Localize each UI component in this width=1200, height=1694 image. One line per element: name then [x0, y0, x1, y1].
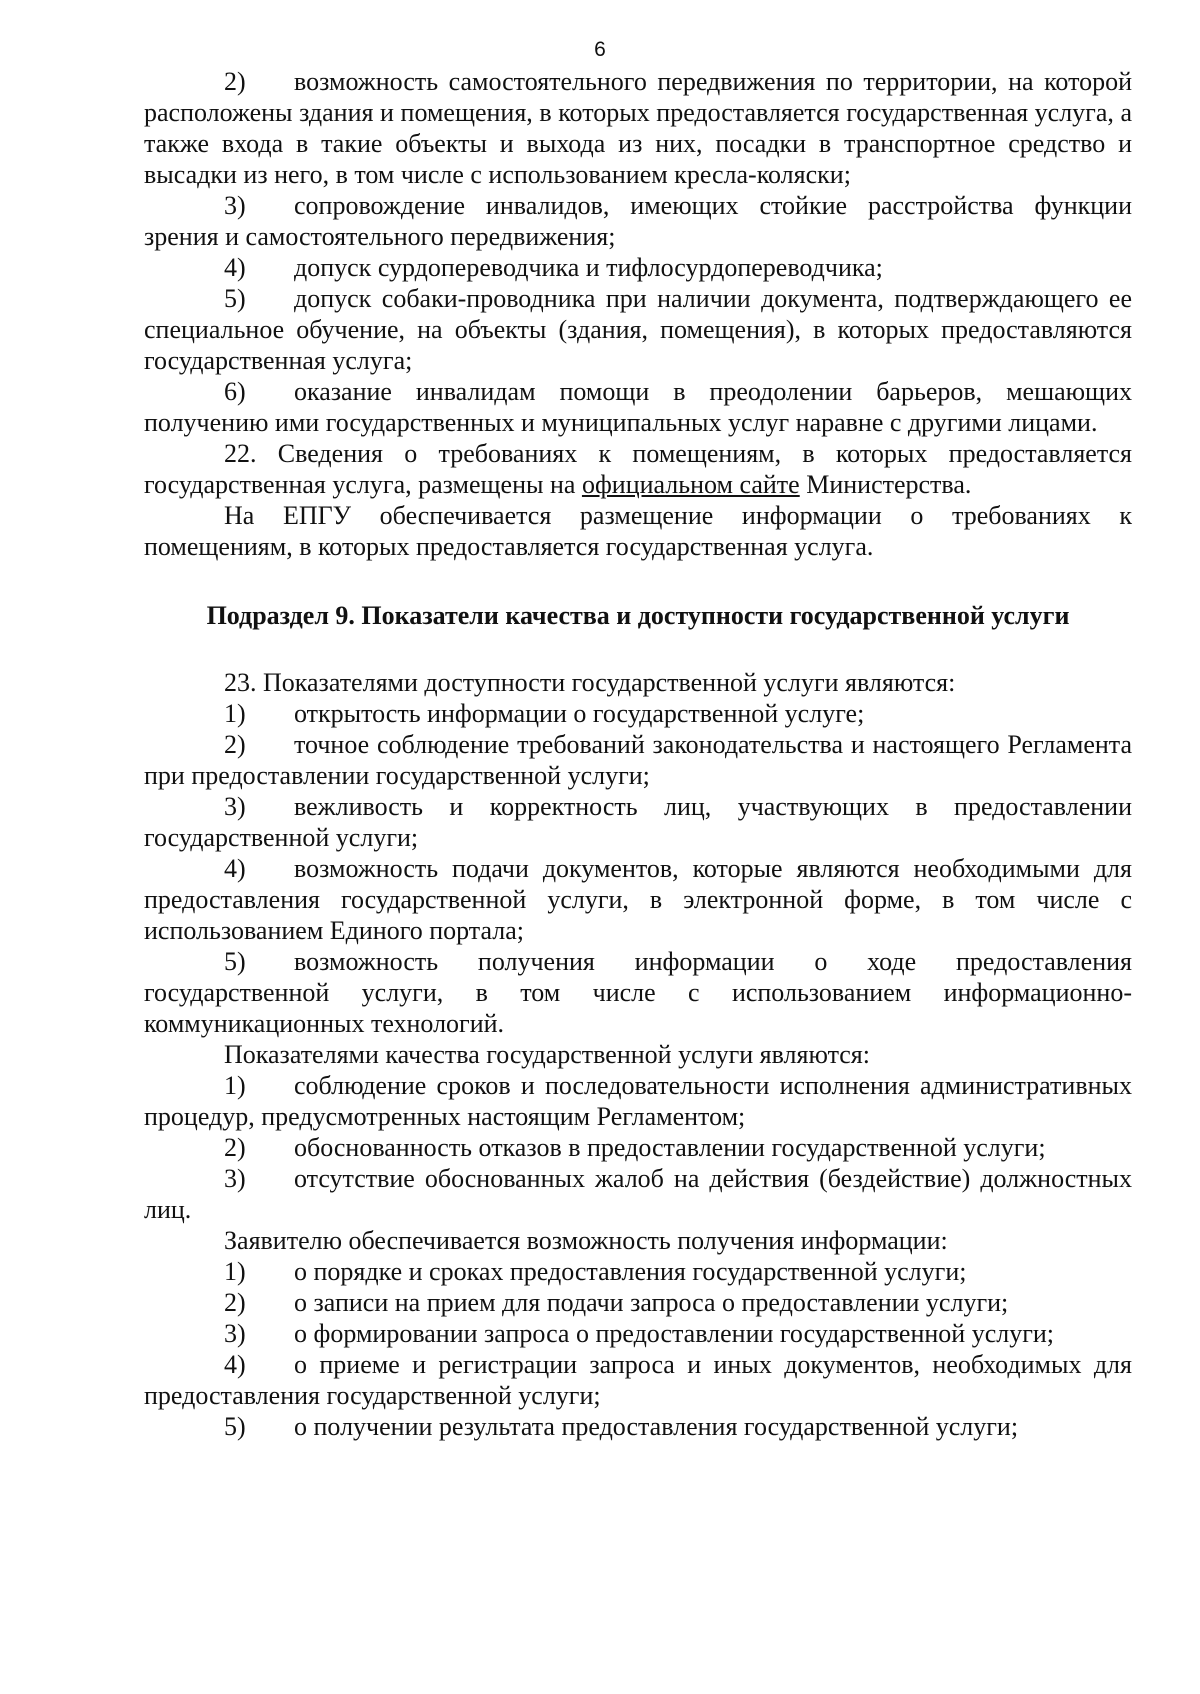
item-text: открытость информации о государственной услуге; — [294, 699, 865, 728]
subsection-heading: Подраздел 9. Показатели качества и доступности государственной услуги — [206, 601, 1070, 630]
item-number: 5) — [224, 1412, 246, 1441]
list-item — [144, 853, 1132, 946]
list-item — [144, 283, 1132, 376]
list-item — [144, 1349, 1132, 1411]
item-number: 2) — [224, 1288, 246, 1317]
applicant-list — [144, 1256, 1132, 1442]
item-text: сопровождение инвалидов, имеющих стойкие расстройства функции зрения и самостоятельного передвижения; — [144, 191, 1132, 251]
quality-intro: Показателями качества государственной услуги являются: — [224, 1040, 870, 1069]
list-item — [144, 1411, 1132, 1442]
item-text: о приеме и регистрации запроса и иных документов, необходимых для предоставления государственной услуги; — [144, 1350, 1132, 1410]
list-item — [144, 1256, 1132, 1287]
item-number: 4) — [224, 1350, 246, 1379]
applicant-intro: Заявителю обеспечивается возможность получения информации: — [224, 1226, 948, 1255]
list-item — [144, 376, 1132, 438]
item-number: 4) — [224, 854, 246, 883]
item-number: 6) — [224, 377, 246, 406]
list-item — [144, 1318, 1132, 1349]
item-text: возможность подачи документов, которые являются необходимыми для предоставления государственной услуги, в электронной форме, в том числе с использованием Единого портала; — [144, 854, 1132, 945]
paragraph-epgu: На ЕПГУ обеспечивается размещение информации о требованиях к помещениям, в которых предоставляется государственная услуга. — [144, 501, 1132, 561]
item-number: 3) — [224, 792, 246, 821]
item-number: 2) — [224, 730, 246, 759]
paragraph-22: 22. Сведения о требованиях к помещениям, в которых предоставляется государственная услуга, размещены на официальном сайте Министерства. — [144, 439, 1132, 499]
item-text: допуск сурдопереводчика и тифлосурдопереводчика; — [294, 253, 883, 282]
list-item — [144, 1287, 1132, 1318]
document-body — [144, 66, 1132, 1442]
list-item — [144, 66, 1132, 190]
list-item — [144, 1132, 1132, 1163]
list-item — [144, 698, 1132, 729]
item-number: 3) — [224, 191, 246, 220]
accessibility-list — [144, 698, 1132, 1039]
item-text: оказание инвалидам помощи в преодолении барьеров, мешающих получению ими государственных и муниципальных услуг наравне с другими лицами. — [144, 377, 1132, 437]
list-item — [144, 791, 1132, 853]
list-item — [144, 1163, 1132, 1225]
item-text: обоснованность отказов в предоставлении государственной услуги; — [294, 1133, 1046, 1162]
item-text: возможность самостоятельного передвижения по территории, на которой расположены здания и помещения, в которых предоставляется государственная услуга, а также входа в такие объекты и выхода из них, посадки в транспортное средство и высадки из него, в том числе с использованием кресла-коляски; — [144, 67, 1132, 189]
paragraph-23-intro: 23. Показателями доступности государственной услуги являются: — [224, 668, 956, 697]
item-number: 1) — [224, 1071, 246, 1100]
list-item — [144, 729, 1132, 791]
item-number: 4) — [224, 253, 246, 282]
top-list — [144, 66, 1132, 438]
list-item — [144, 1070, 1132, 1132]
item-text: точное соблюдение требований законодательства и настоящего Регламента при предоставлении государственной услуги; — [144, 730, 1132, 790]
item-number: 3) — [224, 1164, 246, 1193]
official-site-link[interactable]: официальном сайте — [581, 470, 800, 499]
item-number: 1) — [224, 1257, 246, 1286]
item-number: 3) — [224, 1319, 246, 1348]
item-text: о получении результата предоставления государственной услуги; — [294, 1412, 1019, 1441]
quality-list — [144, 1070, 1132, 1225]
list-item — [144, 252, 1132, 283]
item-number: 2) — [224, 1133, 246, 1162]
list-item — [144, 946, 1132, 1039]
item-text: допуск собаки-проводника при наличии документа, подтверждающего ее специальное обучение, на объекты (здания, помещения), в которых предоставляются государственная услуга; — [144, 284, 1132, 375]
item-number: 2) — [224, 67, 246, 96]
item-text: о формировании запроса о предоставлении государственной услуги; — [294, 1319, 1055, 1348]
item-number: 5) — [224, 284, 246, 313]
item-text: о порядке и сроках предоставления государственной услуги; — [294, 1257, 967, 1286]
item-number: 1) — [224, 699, 246, 728]
page-number: 6 — [594, 38, 606, 61]
item-text: соблюдение сроков и последовательности исполнения административных процедур, предусмотренных настоящим Регламентом; — [144, 1071, 1132, 1131]
item-number: 5) — [224, 947, 246, 976]
item-text: возможность получения информации о ходе предоставления государственной услуги, в том числе с использованием информационно-коммуникационных технологий. — [144, 947, 1132, 1038]
item-text: отсутствие обоснованных жалоб на действия (бездействие) должностных лиц. — [144, 1164, 1132, 1224]
item-text: вежливость и корректность лиц, участвующих в предоставлении государственной услуги; — [144, 792, 1132, 852]
list-item — [144, 190, 1132, 252]
item-text: о записи на прием для подачи запроса о предоставлении услуги; — [294, 1288, 1009, 1317]
